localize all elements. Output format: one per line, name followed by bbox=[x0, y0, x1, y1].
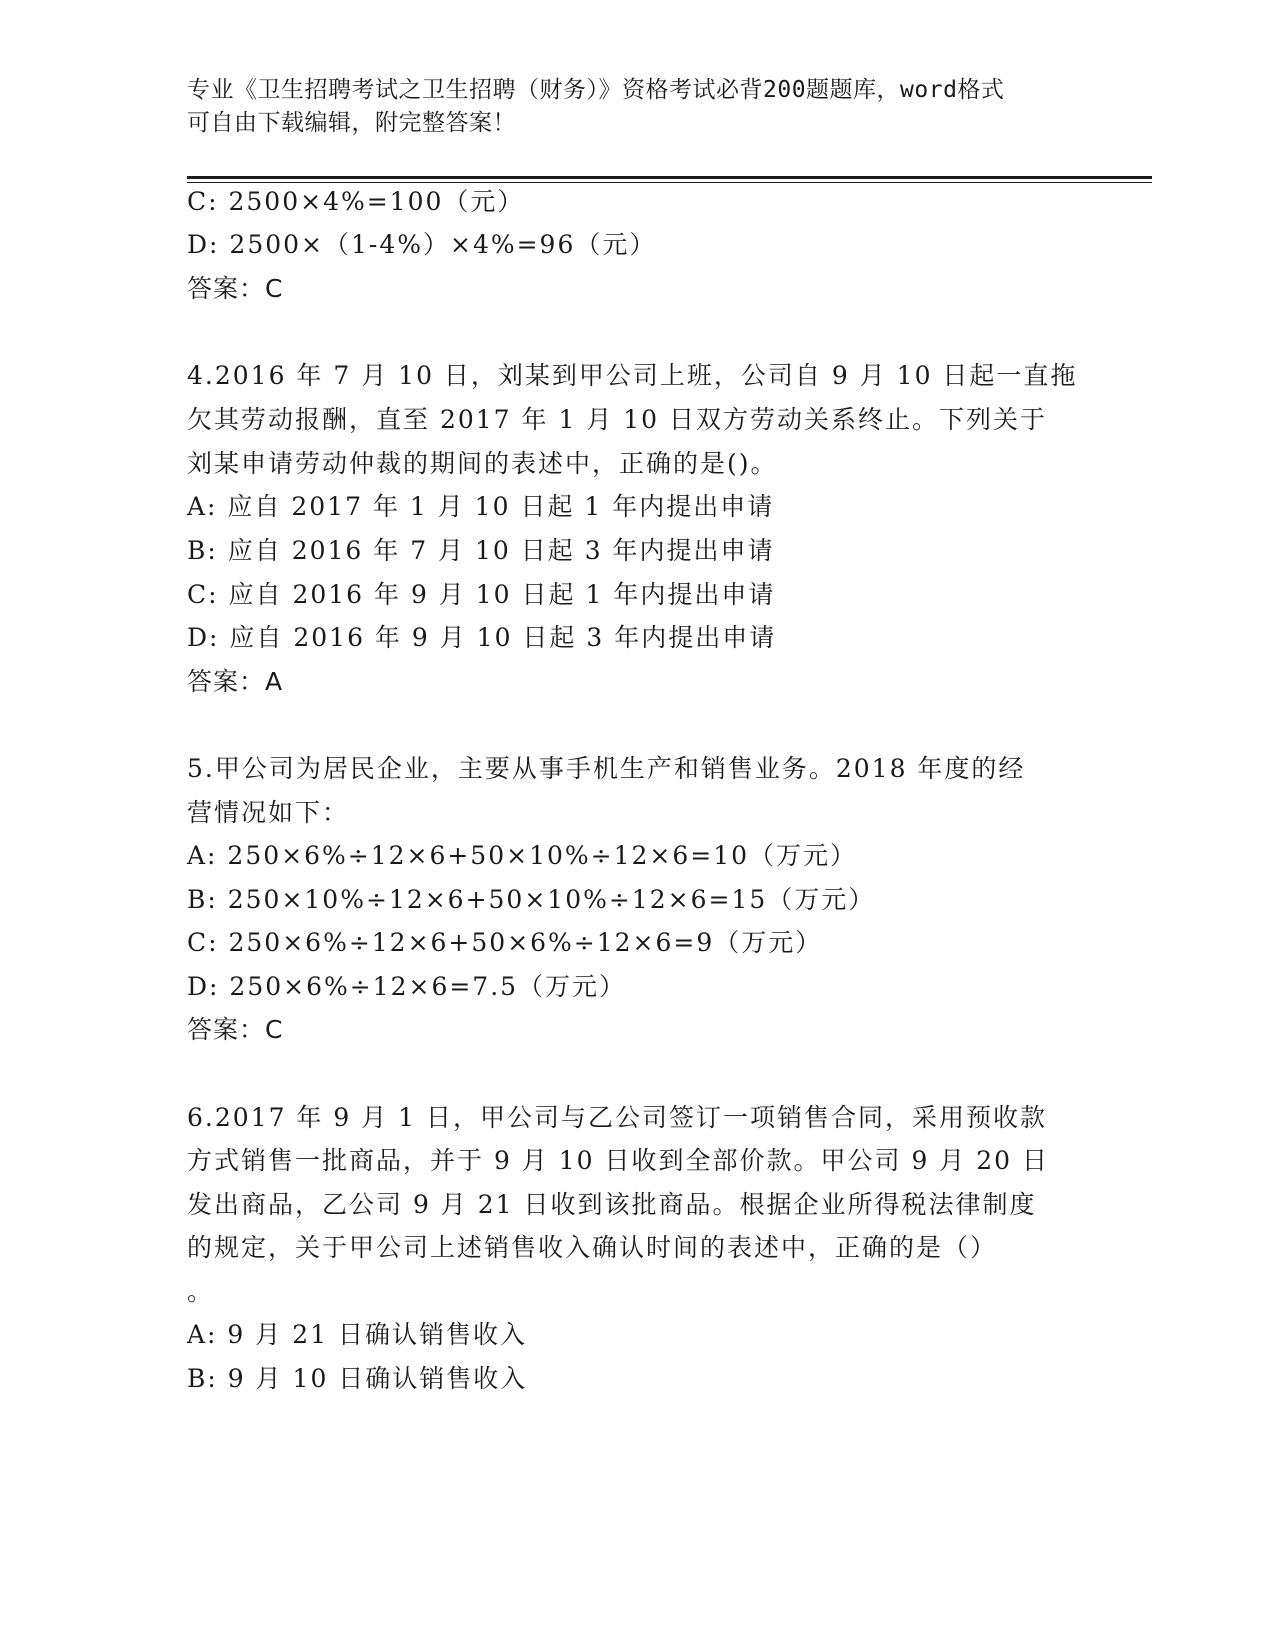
q5-answer: 答案：C bbox=[187, 1015, 284, 1044]
prev-answer: 答案：C bbox=[187, 274, 284, 303]
q5-option-b: B: 250×10%÷12×6+50×10%÷12×6=15（万元） bbox=[187, 885, 876, 914]
q6-option-b: B: 9 月 10 日确认销售收入 bbox=[187, 1364, 528, 1393]
q6-stem-line-2: 方式销售一批商品，并于 9 月 10 日收到全部价款。甲公司 9 月 20 日 bbox=[187, 1146, 1050, 1175]
q6-stem-line-1: 6.2017 年 9 月 1 日，甲公司与乙公司签订一项销售合同，采用预收款 bbox=[187, 1103, 1048, 1132]
prev-option-d: D: 2500×（1-4%）×4%=96（元） bbox=[187, 230, 657, 259]
header-divider-thick bbox=[187, 176, 1152, 179]
header-divider-thin bbox=[187, 182, 1152, 183]
q6-option-a: A: 9 月 21 日确认销售收入 bbox=[187, 1320, 527, 1349]
header-title-line-2: 可自由下载编辑，附完整答案！ bbox=[187, 110, 516, 136]
q5-option-d: D: 250×6%÷12×6=7.5（万元） bbox=[187, 972, 627, 1001]
q5-option-c: C: 250×6%÷12×6+50×6%÷12×6=9（万元） bbox=[187, 928, 823, 957]
q4-answer: 答案：A bbox=[187, 667, 284, 696]
header-title-line-1: 专业《卫生招聘考试之卫生招聘（财务）》资格考试必背200题题库，word格式 bbox=[187, 77, 1005, 103]
q4-option-a: A: 应自 2017 年 1 月 10 日起 1 年内提出申请 bbox=[187, 492, 775, 521]
q4-stem-line-1: 4.2016 年 7 月 10 日，刘某到甲公司上班，公司自 9 月 10 日起一直拖 bbox=[187, 361, 1078, 390]
document-header bbox=[187, 74, 1087, 140]
q5-stem-line-2: 营情况如下： bbox=[187, 798, 350, 827]
q5-stem-line-1: 5.甲公司为居民企业，主要从事手机生产和销售业务。2018 年度的经 bbox=[187, 754, 1026, 783]
q5-option-a: A: 250×6%÷12×6+50×10%÷12×6=10（万元） bbox=[187, 841, 858, 870]
q6-stem-line-4: 的规定，关于甲公司上述销售收入确认时间的表述中，正确的是（） bbox=[187, 1233, 998, 1262]
q6-stem-line-3: 发出商品，乙公司 9 月 21 日收到该批商品。根据企业所得税法律制度 bbox=[187, 1190, 1037, 1219]
q4-stem-line-3: 刘某申请劳动仲裁的期间的表述中，正确的是()。 bbox=[187, 449, 778, 478]
q6-stem-line-5: 。 bbox=[187, 1277, 215, 1306]
q4-option-b: B: 应自 2016 年 7 月 10 日起 3 年内提出申请 bbox=[187, 536, 775, 565]
q4-stem-line-2: 欠其劳动报酬，直至 2017 年 1 月 10 日双方劳动关系终止。下列关于 bbox=[187, 405, 1048, 434]
q4-option-d: D: 应自 2016 年 9 月 10 日起 3 年内提出申请 bbox=[187, 623, 777, 652]
q4-option-c: C: 应自 2016 年 9 月 10 日起 1 年内提出申请 bbox=[187, 580, 776, 609]
prev-option-c: C: 2500×4%=100（元） bbox=[187, 187, 525, 216]
